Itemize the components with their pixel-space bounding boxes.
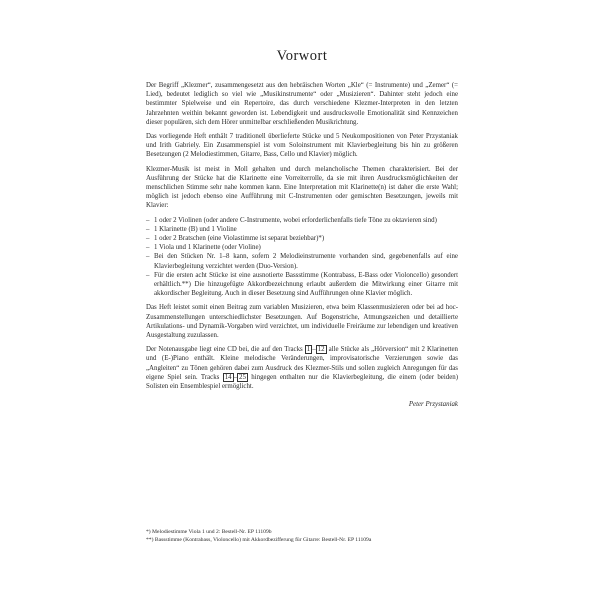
paragraph-variable-music: Das Heft leistet somit einen Beitrag zum variablen Musizieren, etwa beim Klassenmusizieren oder bei ad hoc-Zusammenstellungen unterschiedlichster Besetzungen. Auf Bogenstriche, Atmungszeichen und detaillierte Artikulations- und Dynamik-Vorgaben wird verzichtet, um individuelle Freiräume zur lebendigen und kreativen Ausgestaltung zuzulassen.	[146, 304, 458, 340]
paragraph-contents: Das vorliegende Heft enthält 7 traditionell überlieferte Stücke und 5 Neukompositionen von Peter Przystaniak und Irith Gabriely. Ein Zusammenspiel ist vom Soloinstrument mit Klavierbegleitung bis hin zu größeren Besetzungen (2 Melodiestimmen, Gitarre, Bass, Cello und Klavier) möglich.	[146, 133, 458, 159]
list-item: – Bei den Stücken Nr. 1–8 kann, sofern 2 Melodieinstrumente vorhanden sind, gegebenenfalls auf eine Klavierbegleitung verzichtet werden (Duo-Version).	[146, 252, 458, 270]
footnote: *) Melodiestimme Viola 1 und 2: Bestell-Nr. EP 11109b	[146, 529, 272, 535]
paragraph-definition: Der Begriff „Klezmer“, zusammengesetzt aus den hebräischen Worten „Kle“ (= Instrumente) und „Zemer“ (= Lied), bedeutet lediglich so viel wie „Musikinstrumente“ oder „Musizieren“. Dahinter steht jedoch eine bestimmter Spielweise und ein Repertoire, das durch verschiedene Klezmer-Interpreten in den letzten Jahrzehnten weithin bekannt geworden ist. Lebendigkeit und ausdrucksvolle Emotionalität sind Kennzeichen dieser populären, sich dem Hörer unmittelbar erschließenden Musikrichtung.	[146, 82, 458, 126]
list-item: – 1 Klarinette (B) und 1 Violine	[146, 225, 458, 234]
list-item: – Für die ersten acht Stücke ist eine ausnotierte Bassstimme (Kontrabass, E-Bass oder Violoncello) gesondert erhältlich.**) Die hinzugefügte Akkordbezeichnung erlaubt außerdem die Mitwirkung einer Gitarre mit akkordischer Begleitung. Auch in dieser Besetzung sind Aufführungen ohne Klavier möglich.	[146, 271, 458, 299]
page-title: Vorwort	[276, 48, 328, 64]
list-item: – 1 oder 2 Violinen (oder andere C-Instrumente, wobei erforderlichenfalls tiefe Töne zu oktavieren sind)	[146, 216, 458, 225]
track-dash: –	[233, 373, 238, 381]
preface-page	[146, 48, 458, 408]
paragraph-cd	[146, 345, 458, 391]
cd-text-c: hingegen enthalten nur die Klavierbegleitung, die einem (oder beiden) Solisten ein Ensemblespiel ermöglicht.	[146, 373, 458, 391]
list-item: – 1 oder 2 Bratschen (eine Violastimme ist separat beziehbar)*)	[146, 234, 458, 243]
track-number: 25	[239, 373, 246, 381]
track-number: 12	[317, 346, 325, 354]
paragraph-instrumentation: Klezmer-Musik ist meist in Moll gehalten und durch melancholische Themen charakterisiert. Bei der Ausführung der Stücke hat die Klarinette eine Vorreiterrolle, da sie mit ihren Ausdrucksmöglichkeiten der menschlichen Stimme sehr nahe kommen kann. Eine Interpretation mit Klarinette(n) ist daher die erste Wahl; möglich ist jedoch ebenso eine Aufführung mit C-Instrumenten oder gemischten Besetzungen, jeweils mit Klavier:	[146, 165, 458, 210]
instrumentation-list	[146, 216, 458, 299]
footnote: **) Bassstimme (Kontrabass, Violoncello) mit Akkordbezifferung für Gitarre: Bestell-Nr. EP 11109a	[146, 537, 372, 543]
track-dash: –	[312, 346, 316, 354]
track-number: 14	[224, 373, 232, 381]
cd-text-b: alle Stücke als „Hörversion“ mit 2 Klarinetten und (E-)Piano enthält. Kleine melodische Veränderungen, improvisatorische Verzierungen sowie das „Angleiten“ zu Tönen gehören dabei zum Ausdruck des Klezmer-Stils und sollen zugleich Anregungen für das eigene Spiel sein. Tracks	[146, 346, 458, 381]
list-item: – 1 Viola und 1 Klarinette (oder Violine)	[146, 243, 458, 252]
footnotes	[146, 528, 466, 544]
cd-text-a: Der Notenausgabe liegt eine CD bei, die auf den Tracks	[146, 346, 305, 354]
track-number: 1	[306, 346, 311, 354]
author-signature: Peter Przystaniak	[408, 401, 458, 409]
